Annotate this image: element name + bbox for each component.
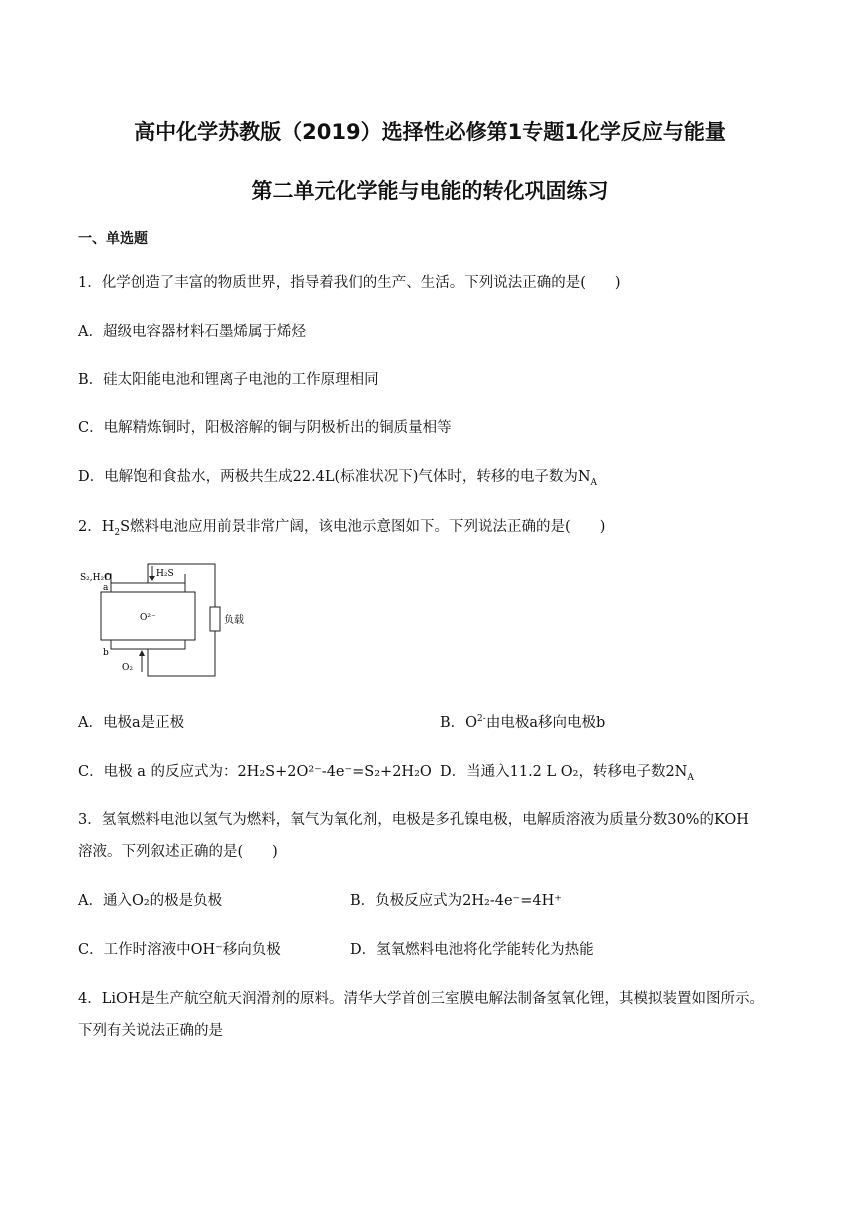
load-resistor bbox=[210, 607, 220, 631]
q2-stem-post: S燃料电池应用前景非常广阔，该电池示意图如下。下列说法正确的是( ) bbox=[120, 519, 606, 535]
q3-stem-line-2: 溶液。下列叙述正确的是( ) bbox=[78, 844, 278, 860]
q3-option-c: C．工作时溶液中OH⁻移向负极 bbox=[78, 942, 281, 958]
q2-option-d bbox=[440, 760, 694, 783]
q1-option-d bbox=[78, 465, 597, 488]
q2-option-a: A．电极a是正极 bbox=[78, 715, 185, 731]
q1-option-d-sub: A bbox=[590, 477, 598, 488]
q4-stem-line-2: 下列有关说法正确的是 bbox=[78, 1023, 223, 1039]
electrode-a bbox=[111, 583, 185, 592]
q1-option-b: B．硅太阳能电池和锂离子电池的工作原理相同 bbox=[78, 372, 379, 388]
q2-option-b-pre: B．O bbox=[440, 715, 478, 731]
q2-stem bbox=[78, 515, 605, 538]
circuit-bottom-wire bbox=[148, 631, 215, 676]
label-s2-h2o: S₂,H₂O bbox=[80, 573, 112, 583]
q3-option-b: B．负极反应式为2H₂-4e⁻=4H⁺ bbox=[350, 893, 562, 909]
label-load: 负载 bbox=[224, 615, 244, 626]
title-line-2: 第二单元化学能与电能的转化巩固练习 bbox=[251, 179, 609, 203]
label-a: a bbox=[103, 583, 109, 593]
q3-option-a: A．通入O₂的极是负极 bbox=[78, 893, 223, 909]
electrode-b bbox=[111, 640, 185, 649]
label-o2: O₂ bbox=[122, 663, 133, 673]
q2-option-d-pre: D．当通入11.2 L O₂，转移电子数2N bbox=[440, 764, 688, 780]
q2-stem-sub: 2 bbox=[114, 527, 121, 538]
q1-option-a: A．超级电容器材料石墨烯属于烯烃 bbox=[78, 324, 306, 340]
q2-option-b-sup: 2- bbox=[477, 714, 486, 725]
q2-stem-pre: 2．H bbox=[78, 519, 115, 535]
q1-option-c: C．电解精炼铜时，阳极溶解的铜与阴极析出的铜质量相等 bbox=[78, 420, 452, 436]
title-line-1: 高中化学苏教版（2019）选择性必修第1专题1化学反应与能量 bbox=[134, 120, 726, 144]
q2-option-b-post: 由电极a移向电极b bbox=[485, 715, 606, 731]
q4-stem-line-1: 4．LiOH是生产航空航天润滑剂的原料。清华大学首创三室膜电解法制备氢氧化锂，其模拟装置如图所示。 bbox=[78, 991, 765, 1007]
fuel-cell-diagram bbox=[78, 562, 258, 686]
label-b: b bbox=[103, 648, 109, 658]
q2-option-b bbox=[440, 711, 605, 732]
q2-option-d-sub: A bbox=[687, 772, 694, 783]
section-heading: 一、单选题 bbox=[78, 231, 148, 247]
q1-stem: 1．化学创造了丰富的物质世界，指导着我们的生产、生活。下列说法正确的是( ) bbox=[78, 275, 621, 291]
label-o2-ion: O²⁻ bbox=[140, 613, 156, 623]
q2-option-c: C．电极 a 的反应式为：2H₂S+2O²⁻-4e⁻=S₂+2H₂O bbox=[78, 764, 432, 780]
q3-option-d: D．氢氧燃料电池将化学能转化为热能 bbox=[350, 942, 594, 958]
q1-option-d-text: D．电解饱和食盐水，两极共生成22.4L(标准状况下)气体时，转移的电子数为N bbox=[78, 469, 591, 485]
label-h2s: H₂S bbox=[156, 569, 174, 579]
q3-stem-line-1: 3．氢氧燃料电池以氢气为燃料，氧气为氧化剂，电极是多孔镍电极，电解质溶液为质量分数30%的KOH bbox=[78, 812, 749, 828]
